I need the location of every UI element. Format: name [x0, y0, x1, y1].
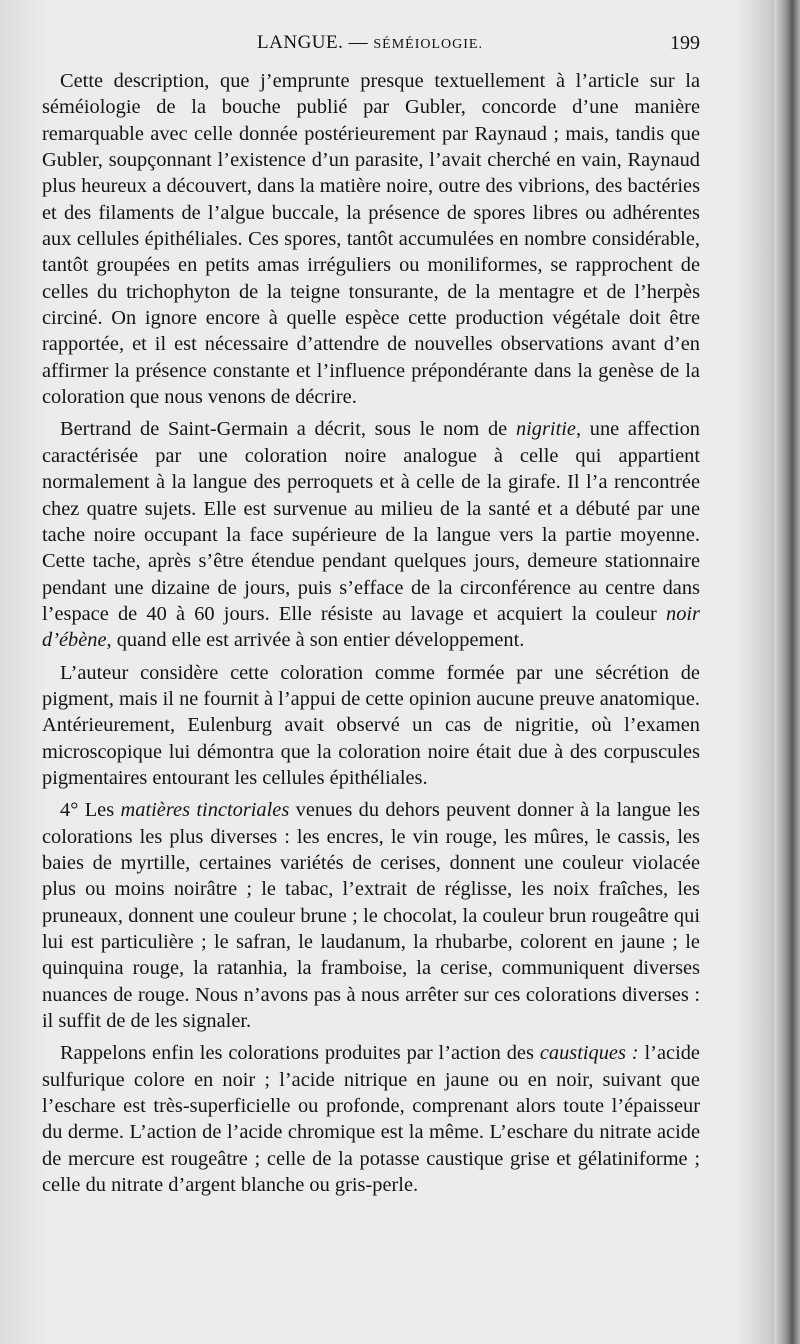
italic-term: matières tinctoriales	[120, 799, 290, 822]
text-run: L’auteur considère cette coloration comme formée par une sécrétion de pigment, mais il ne fournit à l’appui de cette opinion aucune preuve anatomique. Antérieurement, Eulenburg avait observé un cas de nigritie, où l’examen microscopique lui démontra que la coloration noire était due à des corpuscules pigmentaires entourant les cellules épithéliales.	[42, 661, 700, 789]
italic-term: caustiques :	[539, 1042, 639, 1065]
text-run: 4° Les	[60, 799, 121, 822]
running-title-dash: —	[343, 32, 374, 53]
paragraph	[42, 660, 700, 792]
running-title-main: LANGUE.	[257, 32, 344, 53]
paragraph	[42, 416, 700, 653]
italic-term: nigritie	[515, 418, 576, 441]
page-number: 199	[670, 32, 700, 54]
text-run: Cette description, que j’emprunte presque textuellement à l’article sur la séméiologie de la bouche publié par Gubler, concorde d’une manière remarquable avec celle donnée postérieurement par Raynaud ; mais, tandis que Gubler, soupçonnant l’existence d’un parasite, l’avait cherché en vain, Raynaud plus heureux a découvert, dans la matière noire, outre des vibrions, des bactéries et des filaments de l’algue buccale, la présence de spores libres ou adhérentes aux cellules épithéliales. Ces spores, tantôt accumulées en nombre considérable, tantôt groupées en petits amas irréguliers ou moniliformes, se rapprochent de celles du trichophyton de la teigne tonsurante, de la mentagre et de l’herpès circiné. On ignore encore à quelle espèce cette production végétale doit être rapportée, et il est nécessaire d’attendre de nouvelles observations avant d’en affirmer la présence constante et l’influence prépondérante dans la genèse de la coloration que nous venons de décrire.	[42, 70, 700, 409]
running-title-sub: SÉMÉIOLOGIE.	[373, 37, 483, 52]
body-text	[42, 68, 700, 1204]
running-title	[40, 32, 700, 54]
text-run: venues du dehors peuvent donner à la langue les colorations les plus diverses : les encres, le vin rouge, les mûres, le cassis, les baies de myrtille, certaines variétés de cerises, donnent une couleur violacée plus ou moins noirâtre ; le tabac, l’extrait de réglisse, les noix fraîches, les pruneaux, donnent une couleur brune ; le chocolat, la couleur brun rougeâtre qui lui est particulière ; le safran, le laudanum, la rhubarbe, colorent en jaune ; le quinquina rouge, la ratanhia, la framboise, la cerise, communiquent diverses nuances de rouge. Nous n’avons pas à nous arrêter sur ces colorations diverses : il suffit de de les signaler.	[42, 799, 700, 1033]
italic-term: noir d’ébène	[42, 602, 700, 652]
text-run: l’acide sulfurique colore en noir ; l’acide nitrique en jaune ou en noir, suivant que l’eschare est très-superficielle ou profonde, comprenant alors toute l’épaisseur du derme. L’action de l’acide chromique est la même. L’eschare du nitrate acide de mercure est rougeâtre ; celle de la potasse caustique grise et gélatiniforme ; celle du nitrate d’argent blanche ou gris-perle.	[42, 1042, 700, 1197]
text-run: Bertrand de Saint-Germain a décrit, sous le nom de	[60, 418, 516, 441]
text-run: , quand elle est arrivée à son entier développement.	[106, 629, 525, 652]
paragraph	[42, 797, 700, 1034]
paragraph	[42, 68, 700, 410]
paragraph	[42, 1040, 700, 1198]
text-run: , une affection caractérisée par une coloration noire analogue à celle qui appartient normalement à la langue des perroquets et à celle de la girafe. Il l’a rencontrée chez quatre sujets. Elle est survenue au milieu de la santé et a débuté par une tache noire occupant la face supérieure de la langue vers la partie moyenne. Cette tache, après s’être étendue pendant quelques jours, demeure stationnaire pendant une dizaine de jours, puis s’efface de la circonférence au centre dans l’espace de 40 à 60 jours. Elle résiste au lavage et acquiert la couleur	[42, 418, 700, 625]
text-run: Rappelons enfin les colorations produites par l’action des	[60, 1042, 540, 1065]
running-header	[40, 32, 700, 60]
page-edge	[774, 0, 800, 1344]
